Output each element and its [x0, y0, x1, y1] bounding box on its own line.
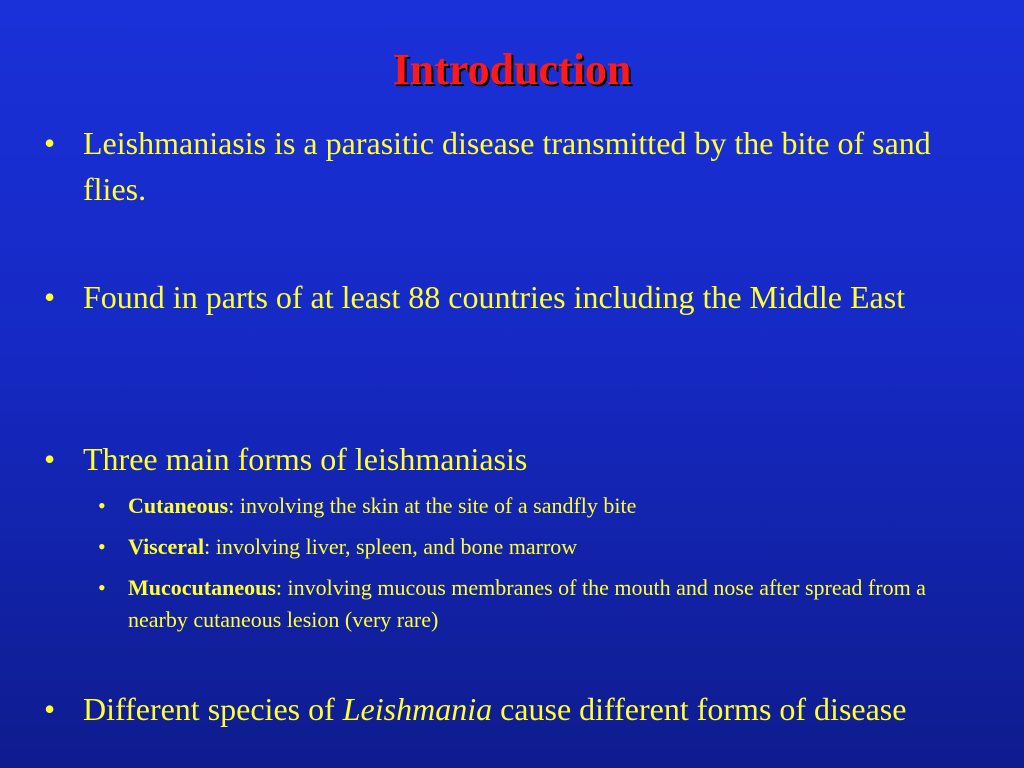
bullet-text	[83, 686, 963, 732]
bullet-text: Three main forms of leishmaniasis	[83, 441, 528, 477]
sub-bullet-term: Cutaneous	[128, 493, 229, 518]
bullet-dot: •	[44, 441, 56, 477]
bullet-text-after: cause different forms of disease	[492, 691, 907, 727]
slide-title: Introduction	[392, 45, 632, 94]
sub-bullet-desc: : involving mucous membranes of the mouth and nose after spread from a nearby cutaneous lesion (very rare)	[128, 575, 926, 632]
bullet-text: Found in parts of at least 88 countries including the Middle East	[83, 279, 906, 315]
sub-bullet-dot: •	[98, 534, 106, 559]
sub-bullet-term: Visceral	[128, 534, 205, 559]
sub-bullet-text	[128, 490, 958, 522]
sub-bullet-desc: : involving liver, spleen, and bone marrow	[204, 534, 578, 559]
bullet-dot: •	[44, 279, 56, 315]
bullet-text-before: Different species of	[83, 691, 343, 727]
sub-bullet-dot: •	[98, 493, 106, 518]
sub-bullet-dot: •	[98, 575, 106, 600]
bullet-dot: •	[44, 125, 56, 161]
sub-bullet-text	[128, 572, 958, 636]
sub-bullet-text	[128, 531, 958, 563]
sub-bullet-desc: : involving the skin at the site of a sandfly bite	[228, 493, 637, 518]
bullet-text-italic: Leishmania	[342, 691, 493, 727]
bullet-text: Leishmaniasis is a parasitic disease transmitted by the bite of sand flies.	[83, 125, 931, 207]
bullet-dot: •	[44, 691, 56, 727]
sub-bullet-term: Mucocutaneous	[128, 575, 276, 600]
